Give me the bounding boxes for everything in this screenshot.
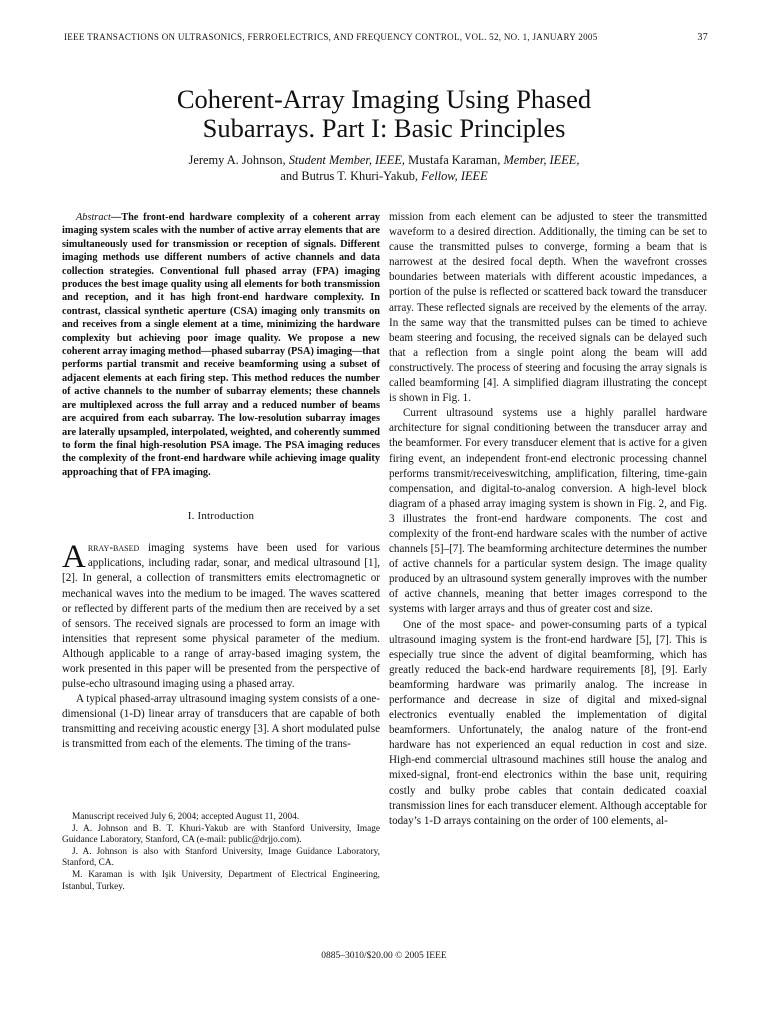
author-2-role: Member, IEEE, — [503, 153, 580, 167]
right-column — [389, 210, 707, 829]
drop-cap: A — [62, 539, 86, 576]
abstract-text: —The front-end hardware complexity of a coherent array imaging system scales with the number of active array elements that are simultaneously used for transmission or reception of signals. Different imaging methods use different numbers of active channels and data collection strategies. Conventional full phased array (FPA) imaging produces the best image quality using all elements for both transmission and reception, and it has high front-end hardware complexity. In contrast, classical synthetic aperture (CSA) imaging only transmits on and receives from a single element at a time, minimizing the hardware complexity but achieving poor image quality. We propose a new coherent array imaging method—phased subarray (PSA) imaging—that performs partial transmit and receive beamforming using a subset of adjacent elements at each firing step. This method reduces the number of active channels to the number of subarray elements; these channels are multiplexed across the full array and a reduced number of beams are acquired from each subarray. The low-resolution subarray images are laterally upsampled, interpolated, weighted, and coherently summed to form the final high-resolution PSA image. The PSA imaging reduces the complexity of the front-end hardware while achieving image quality approaching that of FPA imaging. — [62, 212, 380, 478]
title-line-1: Coherent-Array Imaging Using Phased — [176, 84, 592, 114]
title-line-2: Subarrays. Part I: Basic Principles — [202, 113, 566, 143]
footnote-affiliation-1: J. A. Johnson and B. T. Khuri-Yakub are with Stanford University, Image Guidance Laboratory, Stanford, CA (e-mail: public@drjjo.com). — [62, 823, 380, 846]
author-2-name: Mustafa Karaman, — [408, 153, 501, 167]
abstract — [62, 211, 380, 479]
author-list — [64, 152, 704, 184]
left-column — [62, 211, 380, 753]
footnotes — [62, 812, 380, 893]
abstract-lead: Abstract — [76, 212, 111, 223]
intro-paragraph-1 — [62, 541, 380, 692]
intro-paragraph-1-text: imaging systems have been used for various applications, including radar, sonar, and medical ultrasound [1], [2]. In general, a collection of transmitters emits electromagnetic or mechanical waves into the medium to be imaged. The waves scattered or reflected by different parts of the medium then are received by a set of sensors. The received signals are processed to form an image with intensities that represent some physical parameter of the medium. Although applicable to a range of array-based imaging system, the work presented in this paper will be presented from the perspective of pulse-echo ultrasound imaging using a phased array. — [62, 542, 380, 691]
author-line-2 — [64, 168, 704, 184]
page-number: 37 — [697, 32, 708, 43]
author-3-role: Fellow, IEEE — [421, 169, 488, 183]
paper-title — [64, 85, 704, 143]
right-paragraph-3: One of the most space- and power-consuming parts of a typical ultrasound imaging system is the front-end hardware [5], [7]. This is especially true since the advent of digital beamforming, which has greatly reduced the back-end hardware requirements [8], [9]. Early beamforming hardware was primarily analog. The increase in performance and decrease in size of digital and mixed-signal electronics eventually enabled the implementation of digital beamformers. Unfortunately, the analog nature of the front-end hardware has not experienced an equal reduction in cost and size. High-end commercial ultrasound machines still house the analog and mixed-signal, front-end electronics within the base unit, requiring costly and bulky probe cables that contain dedicated coaxial transmission lines for each transducer element. Although acceptable for today’s 1-D arrays containing on the order of 100 elements, al- — [389, 618, 707, 827]
footnote-affiliation-3: M. Karaman is with Işik University, Department of Electrical Engineering, Istanbul, Turkey. — [62, 869, 380, 892]
footnote-affiliation-2: J. A. Johnson is also with Stanford University, Image Guidance Laboratory, Stanford, CA. — [62, 846, 380, 869]
footnote-received: Manuscript received July 6, 2004; accepted August 11, 2004. — [72, 812, 300, 822]
author-1-role: Student Member, IEEE, — [288, 153, 405, 167]
running-header — [64, 32, 708, 42]
right-paragraph-2: Current ultrasound systems use a highly parallel hardware architecture for signal conditioning between the transducer array and the beamformer. For every transducer element that is active for a given firing event, an independent front-end electronic processing channel performs transmit/receiveswitching, amplification, filtering, time-gain compensation, and digital-to-analog conversion. A high-level block diagram of a phased array imaging system is shown in Fig. 2, and Fig. 3 illustrates the front-end hardware components. The cost and complexity of the front-end hardware scales with the number of active channels [5]–[7]. The beamforming architecture determines the number of active channels for a particular system design. The image quality produced by an ultrasound system generally improves with the number of active channels, meaning that better images correspond to the systems with larger arrays and thus of greater cost and size. — [389, 407, 707, 616]
right-paragraph-1: mission from each element can be adjusted to steer the transmitted waveform to a desired direction. Additionally, the timing can be set to cause the transmitted pulses to converge, forming a beam that is narrowest at the desired focal depth. When the wavefront crosses boundaries between materials with different acoustic impedances, a portion of the pulse is reflected or scattered back toward the transducer array. These reflected signals are received by the elements of the array. In the same way that the transmitted pulses can be timed to achieve beam steering and focusing, the received signals can be delayed such that a reflection from a single point along the beam will add constructively. The process of steering and focusing the array signals is called beamforming [4]. A simplified diagram illustrating the concept is shown in Fig. 1. — [389, 211, 707, 405]
intro-smallcaps: rray-based — [87, 542, 140, 555]
section-heading-introduction: I. Introduction — [187, 510, 255, 523]
author-3-name: and Butrus T. Khuri-Yakub, — [280, 169, 419, 183]
intro-paragraph-2: A typical phased-array ultrasound imaging system consists of a one-dimensional (1-D) linear array of transducers that are capable of both transmitting and receiving acoustic energy [3]. A short modulated pulse is transmitted from each of the elements. The timing of the trans- — [62, 693, 380, 751]
author-1-name: Jeremy A. Johnson, — [188, 153, 286, 167]
author-line-1 — [64, 152, 704, 168]
page-footer: 0885–3010/$20.00 © 2005 IEEE — [321, 951, 447, 961]
running-head-text: IEEE TRANSACTIONS ON ULTRASONICS, FERROELECTRICS, AND FREQUENCY CONTROL, VOL. 52, NO. 1, JANUARY 2005 — [64, 32, 598, 42]
